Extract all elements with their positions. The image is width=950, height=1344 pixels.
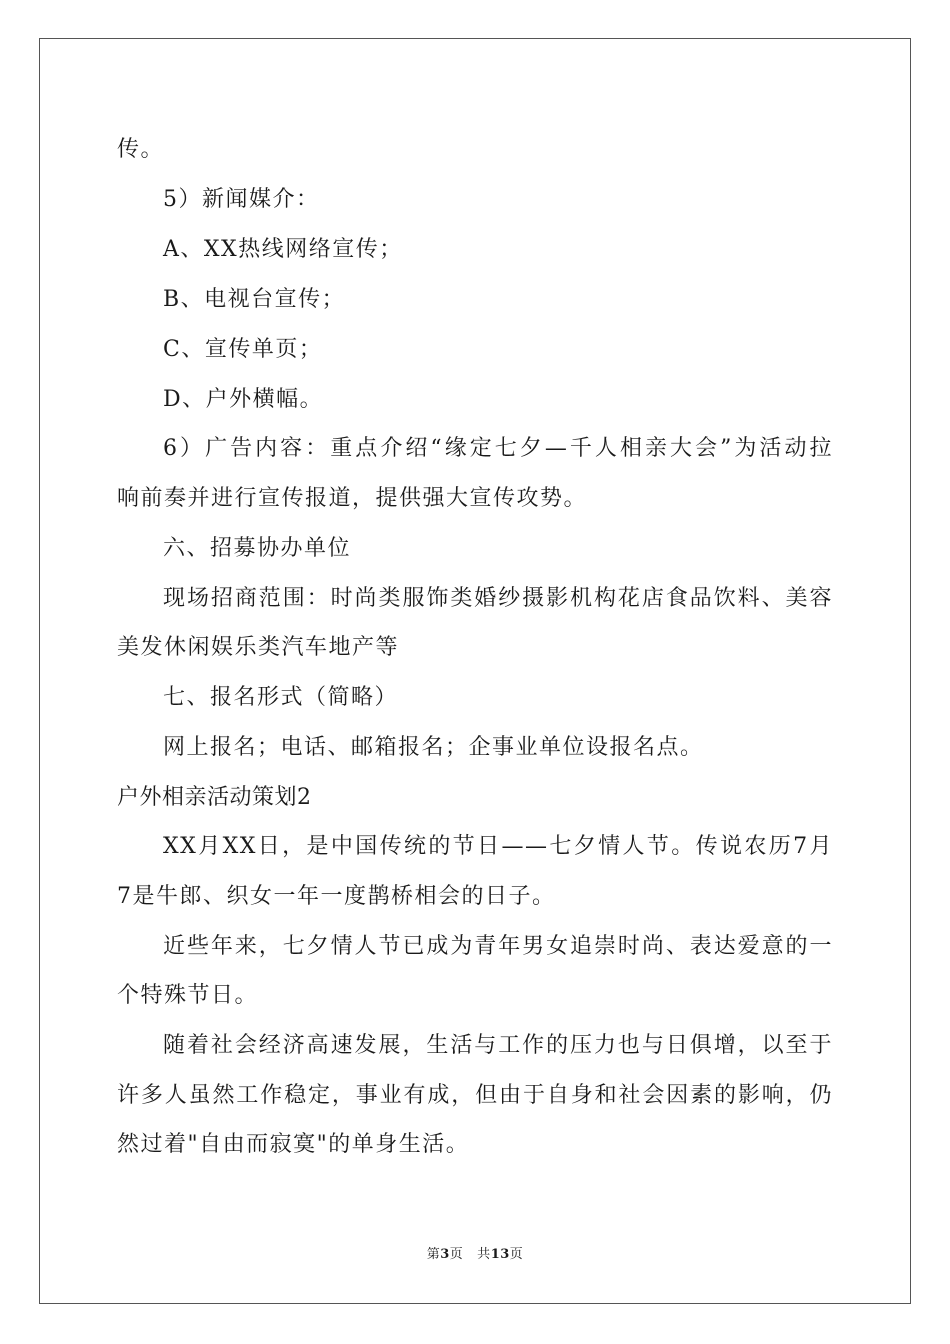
text-line: 个特殊节日。	[117, 983, 259, 1008]
text-line: D、户外横幅。	[163, 387, 324, 412]
current-page-number: 3	[440, 1247, 450, 1262]
text-line: 响前奏并进行宣传报道，提供强大宣传攻势。	[117, 486, 588, 511]
text-line: 传。	[117, 137, 165, 162]
text-line: C、宣传单页；	[163, 337, 323, 362]
section-heading: 六、招募协办单位	[163, 536, 352, 561]
footer-total-prefix: 共	[477, 1247, 491, 1262]
total-page-count: 13	[490, 1247, 510, 1262]
footer-total-unit: 页	[509, 1247, 524, 1262]
text-line: B、电视台宣传；	[163, 287, 346, 312]
text-line: 网上报名；电话、邮箱报名；企事业单位设报名点。	[163, 735, 704, 760]
text-line: 然过着"自由而寂寞"的单身生活。	[117, 1132, 470, 1157]
text-line: 许多人虽然工作稳定，事业有成，但由于自身和社会因素的影响，仍	[117, 1083, 833, 1108]
page-border	[39, 38, 911, 1304]
text-line: 随着社会经济高速发展，生活与工作的压力也与日俱增，以至于	[163, 1033, 833, 1058]
text-line: 美发休闲娱乐类汽车地产等	[117, 635, 400, 660]
text-line: A、XX热线网络宣传；	[163, 237, 403, 262]
text-line: 现场招商范围：时尚类服饰类婚纱摄影机构花店食品饮料、美容	[163, 586, 833, 611]
page-footer	[0, 1246, 950, 1264]
text-line: 6）广告内容：重点介绍“缘定七夕—千人相亲大会”为活动拉	[163, 436, 833, 461]
footer-prefix: 第	[426, 1247, 441, 1262]
footer-page-unit: 页	[449, 1247, 464, 1262]
text-line: 5）新闻媒介：	[163, 187, 320, 212]
text-line: 7是牛郎、织女一年一度鹊桥相会的日子。	[117, 884, 556, 909]
text-line: XX月XX日，是中国传统的节日——七夕情人节。传说农历7月	[163, 834, 833, 859]
document-title: 户外相亲活动策划2	[117, 785, 312, 810]
section-heading: 七、报名形式（简略）	[163, 685, 399, 710]
text-line: 近些年来，七夕情人节已成为青年男女追崇时尚、表达爱意的一	[163, 934, 833, 959]
